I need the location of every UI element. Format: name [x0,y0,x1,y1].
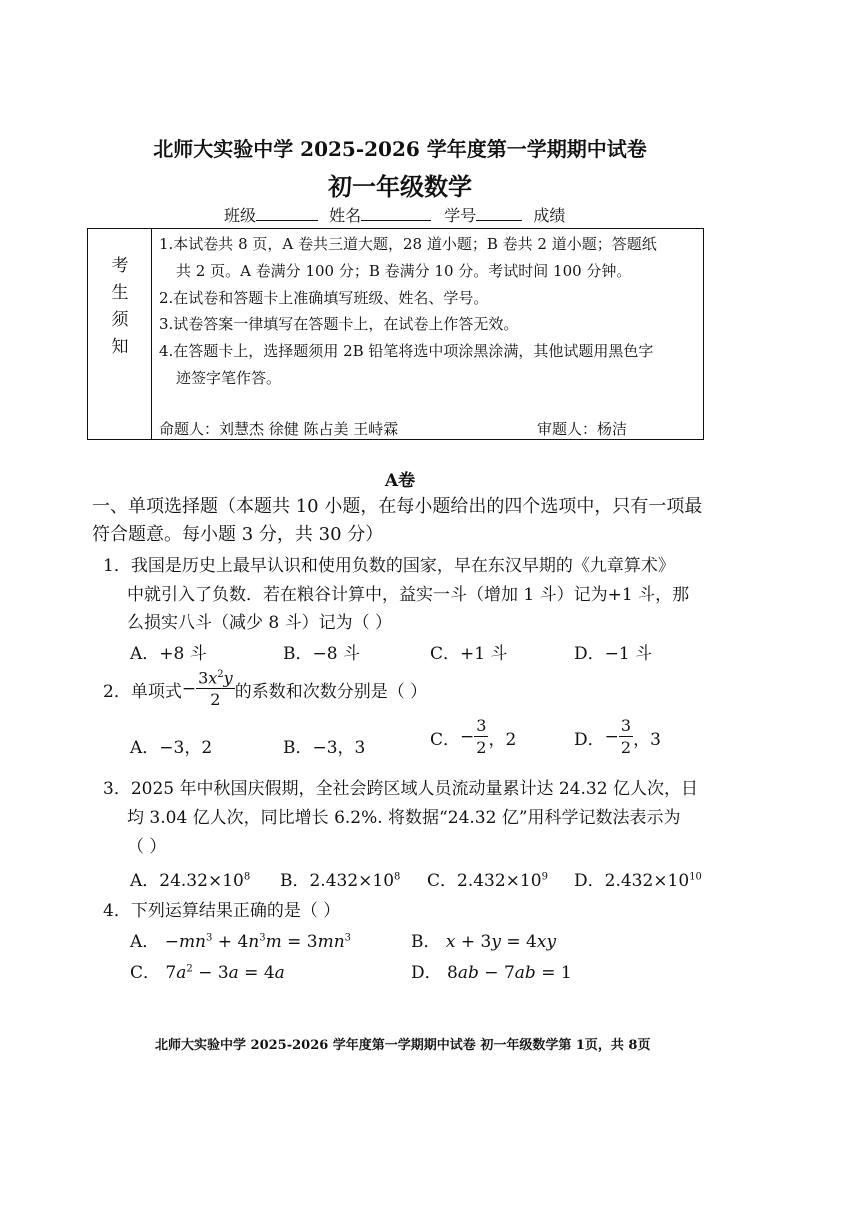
student-info-row [224,203,565,226]
question-1-text: 1．我国是历史上最早认识和使用负数的国家，早在东汉早期的《九章算术》 [103,556,675,576]
notice-item: 迹签字笔作答。 [176,369,282,387]
notice-reviewer: 审题人：杨洁 [537,420,628,438]
section-heading: 符合题意。每小题 3 分，共 30 分） [92,524,384,545]
notice-item: 4.在答题卡上，选择题须用 2B 铅笔将选中项涂黑涂满，其他试题用黑色字 [159,342,654,360]
notice-label-cell [88,229,152,439]
question-3-text: （ ） [127,837,167,857]
class-label: 班级 [224,206,257,225]
score-label: 成绩 [533,206,566,225]
q1-option-c: C．+1 斗 [430,644,508,664]
q2-option-d: D． − $\frac{3}{2}$ ，3 [574,716,661,757]
q1-option-a: A．+8 斗 [130,644,207,664]
question-2-text: 2．单项式 − $\frac{3x^2y}{2}$ 的系数和次数分别是（ ） [103,668,428,710]
q1-option-d: D．−1 斗 [574,644,653,664]
notice-label: 考 生 须 知 [111,256,129,357]
student-id-blank [476,220,522,221]
page-footer: 北师大实验中学 2025-2026 学年度第一学期期中试卷 初一年级数学第 1页，共 8页 [155,1038,651,1053]
question-1-text: 中就引入了负数．若在粮谷计算中，益实一斗（增加 1 斗）记为+1 斗，那 [127,585,690,605]
notice-item: 3.试卷答案一律填写在答题卡上，在试卷上作答无效。 [159,315,519,333]
notice-item: 共 2 页。A 卷满分 100 分；B 卷满分 10 分。考试时间 100 分钟。 [176,262,632,280]
monomial-fraction: $\frac{3x^2y}{2}$ [198,668,233,710]
q4-option-d: D． 8ab − 7ab = 1 [411,963,572,983]
monomial-expression: − [181,679,197,700]
notice-item: 2.在试卷和答题卡上准确填写班级、姓名、学号。 [159,289,489,307]
exam-title: 北师大实验中学 2025-2026 学年度第一学期期中试卷 [153,137,647,161]
q3-option-d: D．$2.432\times 10^{10}$ [574,871,702,891]
q3-option-b: B．$2.432\times 10^8$ [280,871,401,891]
q4-option-a: A． $-mn^3 + 4n^3m = 3mn^3$ [130,932,352,952]
q4-option-b: B． x + 3y = 4xy [411,932,557,952]
notice-authors: 命题人：刘慧杰 徐健 陈占美 王峙霖 [159,420,399,438]
notice-item: 1.本试卷共 8 页，A 卷共三道大题，28 道小题；B 卷共 2 道小题；答题纸 [159,235,657,253]
q3-option-c: C．$2.432\times 10^9$ [427,871,548,891]
name-label: 姓名 [329,206,362,225]
question-3-text: 3．2025 年中秋国庆假期，全社会跨区域人员流动量累计达 24.32 亿人次，日 [103,779,698,799]
q4-option-c: C． $7a^2 - 3a = 4a$ [130,963,285,983]
section-heading: 一、单项选择题（本题共 10 小题，在每小题给出的四个选项中，只有一项最 [92,496,703,517]
question-4-text: 4．下列运算结果正确的是（ ） [103,901,341,921]
q2-option-c: C． − $\frac{3}{2}$ ，2 [430,716,517,757]
section-a-label: A卷 [384,471,416,491]
class-blank [256,220,318,221]
name-blank [361,220,431,221]
student-id-label: 学号 [444,206,477,225]
exam-subject: 初一年级数学 [328,172,472,201]
question-3-text: 均 3.04 亿人次，同比增长 6.2%. 将数据“24.32 亿”用科学记数法表示为 [127,808,681,828]
q1-option-b: B．−8 斗 [283,644,360,664]
q2-option-a: A．−3，2 [130,738,213,758]
q2-option-b: B．−3，3 [283,738,366,758]
q3-option-a: A．$24.32\times 10^8$ [130,871,251,891]
question-1-text: 么损实八斗（减少 8 斗）记为（ ） [127,613,393,633]
